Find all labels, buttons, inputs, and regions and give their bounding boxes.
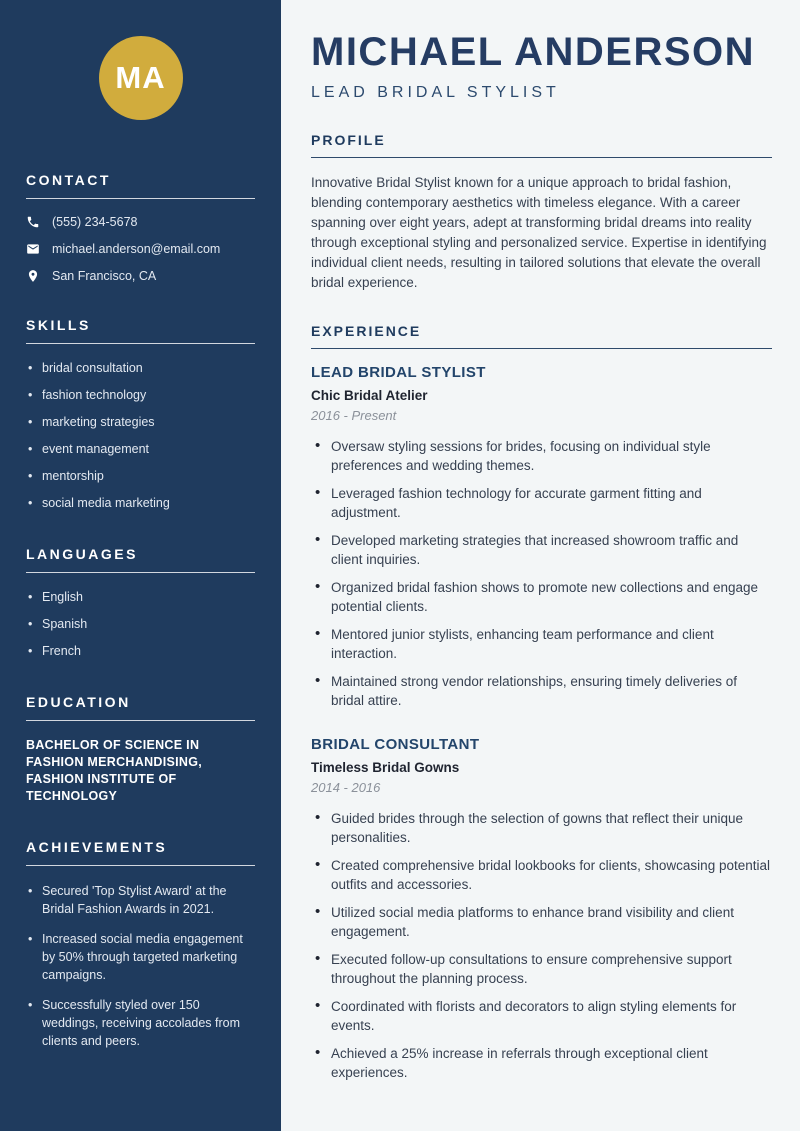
skill-item: • bridal consultation <box>26 360 255 377</box>
achievements-section <box>26 839 255 1050</box>
language-item: • French <box>26 643 255 660</box>
contact-location <box>26 269 255 283</box>
education-section-title: EDUCATION <box>26 694 131 710</box>
job-entry <box>311 364 772 710</box>
language-item: • Spanish <box>26 616 255 633</box>
contact-section-title: CONTACT <box>26 172 111 188</box>
section-divider <box>26 343 255 344</box>
contact-email <box>26 242 255 256</box>
job-bullet: • Coordinated with florists and decorators to align styling elements for events. <box>311 997 772 1035</box>
job-bullet: • Utilized social media platforms to enhance brand visibility and client engagement. <box>311 903 772 941</box>
contact-phone <box>26 215 255 229</box>
avatar <box>99 36 183 120</box>
skills-list <box>26 360 255 512</box>
contact-section <box>26 172 255 283</box>
job-entry <box>311 736 772 1082</box>
job-dates: 2014 - 2016 <box>311 780 381 795</box>
skills-section <box>26 317 255 512</box>
job-role: BRIDAL CONSULTANT <box>311 736 480 753</box>
person-job-title: LEAD BRIDAL STYLIST <box>311 84 560 101</box>
degree-text: BACHELOR OF SCIENCE IN FASHION MERCHANDISING, FASHION INSTITUTE OF TECHNOLOGY <box>26 738 203 803</box>
achievements-section-title: ACHIEVEMENTS <box>26 839 168 855</box>
job-bullet: • Organized bridal fashion shows to promote new collections and engage potential clients. <box>311 578 772 616</box>
job-bullet: • Leveraged fashion technology for accurate garment fitting and adjustment. <box>311 484 772 522</box>
avatar-initials: MA <box>115 60 166 95</box>
job-bullet: • Maintained strong vendor relationships, ensuring timely deliveries of bridal attire. <box>311 672 772 710</box>
location-text: San Francisco, CA <box>52 269 157 283</box>
job-bullet: • Created comprehensive bridal lookbooks for clients, showcasing potential outfits and accessories. <box>311 856 772 894</box>
experience-section <box>311 323 772 1082</box>
job-bullet: • Achieved a 25% increase in referrals through exceptional client experiences. <box>311 1044 772 1082</box>
skill-item: • mentorship <box>26 468 255 485</box>
job-bullet: • Guided brides through the selection of gowns that reflect their unique personalities. <box>311 809 772 847</box>
achievement-item: • Successfully styled over 150 weddings, receiving accolades from clients and peers. <box>26 996 255 1050</box>
profile-section <box>311 132 772 293</box>
section-divider <box>311 157 772 158</box>
section-divider <box>26 720 255 721</box>
sidebar <box>0 0 281 1131</box>
job-bullet-list <box>311 437 772 710</box>
skill-item: • fashion technology <box>26 387 255 404</box>
achievement-item: • Secured 'Top Stylist Award' at the Bridal Fashion Awards in 2021. <box>26 882 255 918</box>
experience-section-title: EXPERIENCE <box>311 323 422 339</box>
section-divider <box>311 348 772 349</box>
profile-text: Innovative Bridal Stylist known for a unique approach to bridal fashion, blending contemporary aesthetics with timeless elegance. With a career spanning over eight years, adept at transforming bridal dreams into reality through exceptional styling and personalized service. Expertise in identifying individual client needs, resulting in tailored solutions that elevate the overall bridal experience. <box>311 175 767 290</box>
job-bullet: • Executed follow-up consultations to ensure comprehensive support throughout the planning process. <box>311 950 772 988</box>
job-company: Chic Bridal Atelier <box>311 388 428 403</box>
job-bullet: • Developed marketing strategies that increased showroom traffic and client inquiries. <box>311 531 772 569</box>
section-divider <box>26 572 255 573</box>
languages-list <box>26 589 255 660</box>
job-dates: 2016 - Present <box>311 408 397 423</box>
job-company: Timeless Bridal Gowns <box>311 760 460 775</box>
job-bullet: • Mentored junior stylists, enhancing team performance and client interaction. <box>311 625 772 663</box>
job-bullet-list <box>311 809 772 1082</box>
job-role: LEAD BRIDAL STYLIST <box>311 364 486 381</box>
job-bullet: • Oversaw styling sessions for brides, focusing on individual style preferences and wedding themes. <box>311 437 772 475</box>
email-icon <box>26 242 40 256</box>
skill-item: • marketing strategies <box>26 414 255 431</box>
person-name: MICHAEL ANDERSON <box>311 30 756 74</box>
language-item: • English <box>26 589 255 606</box>
languages-section <box>26 546 255 660</box>
phone-text: (555) 234-5678 <box>52 215 138 229</box>
skill-item: • social media marketing <box>26 495 255 512</box>
section-divider <box>26 865 255 866</box>
location-pin-icon <box>26 269 40 283</box>
profile-section-title: PROFILE <box>311 132 386 148</box>
section-divider <box>26 198 255 199</box>
languages-section-title: LANGUAGES <box>26 546 138 562</box>
main-content <box>281 0 800 1131</box>
skill-item: • event management <box>26 441 255 458</box>
achievements-list <box>26 882 255 1050</box>
phone-icon <box>26 215 40 229</box>
achievement-item: • Increased social media engagement by 50% through targeted marketing campaigns. <box>26 930 255 984</box>
skills-section-title: SKILLS <box>26 317 91 333</box>
education-section <box>26 694 255 805</box>
email-text: michael.anderson@email.com <box>52 242 221 256</box>
avatar-wrap <box>26 36 255 120</box>
